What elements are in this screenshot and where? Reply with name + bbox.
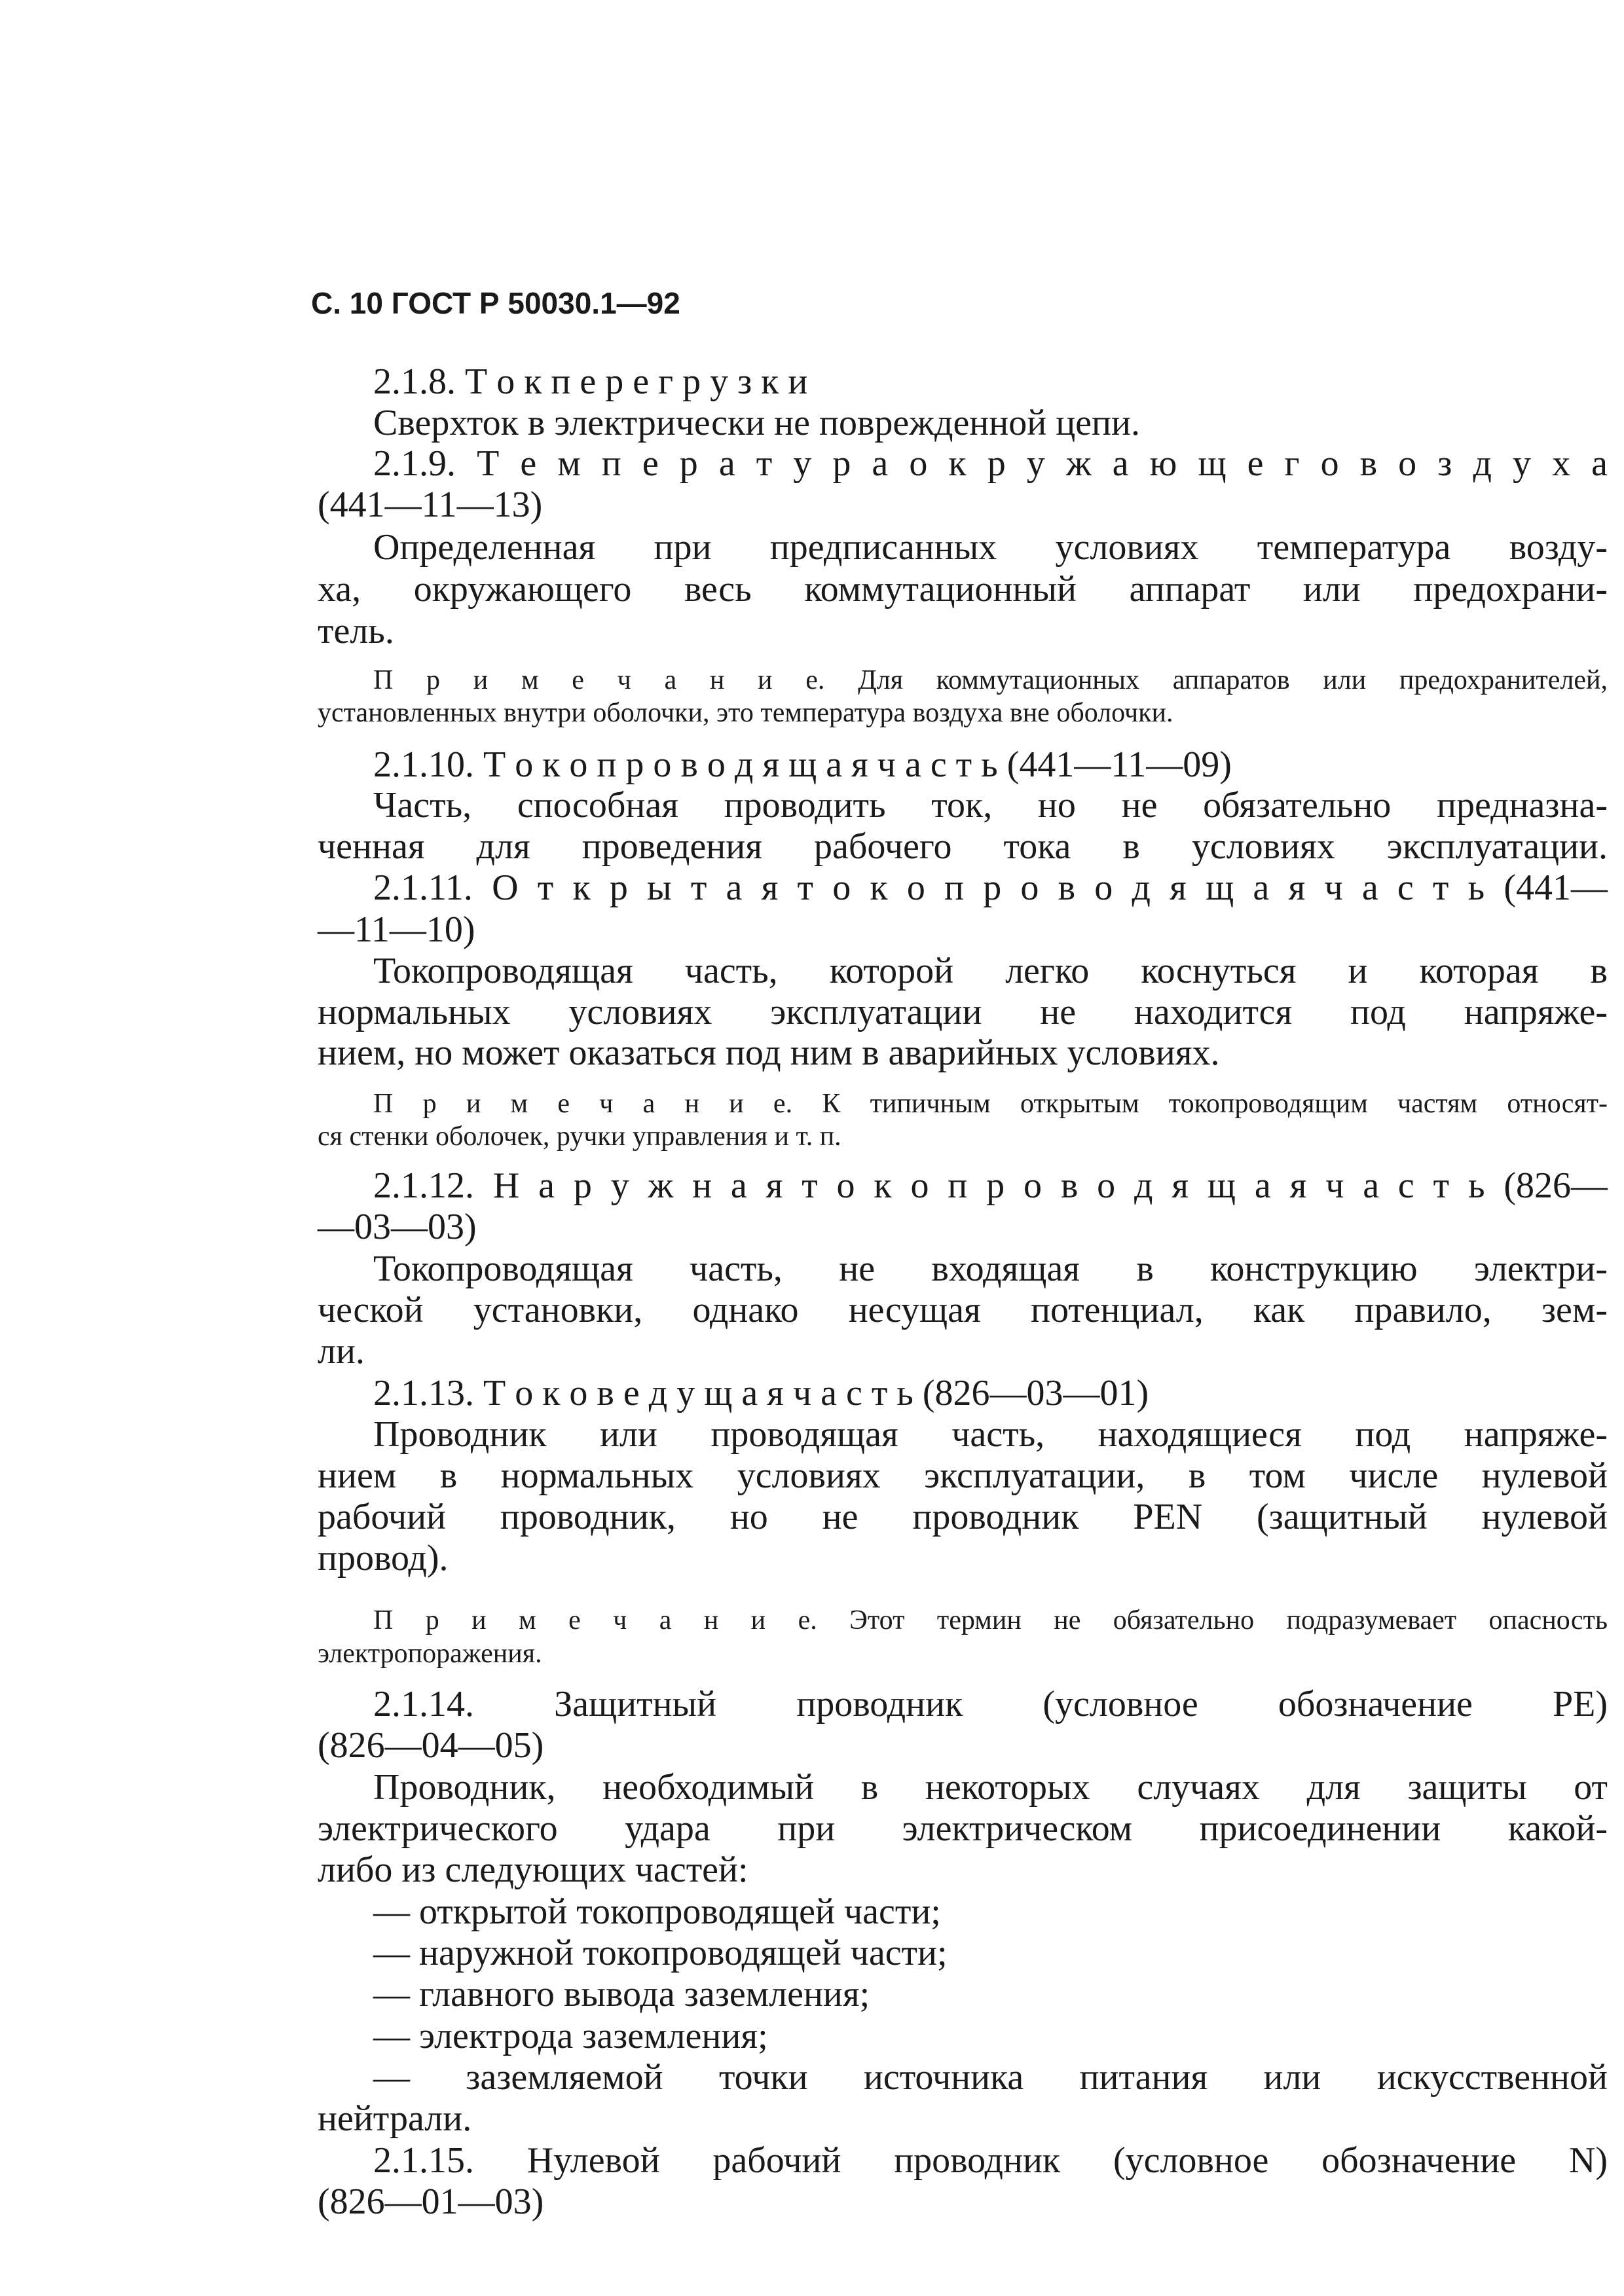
term-definition: Определенная при предписанных условиях температура возду- [373, 527, 1608, 568]
term-definition: ческой установки, однако несущая потенциал, как правило, зем- [318, 1290, 1608, 1330]
term-code: (826—01—03) [318, 2181, 544, 2222]
note: ся стенки оболочек, ручки управления и т. п. [318, 1121, 841, 1152]
list-item: — электрода заземления; [373, 2016, 768, 2056]
list-item: — открытой токопроводящей части; [373, 1891, 941, 1932]
term-heading-2-1-14: 2.1.14. Защитный проводник (условное обозначение PE) [373, 1684, 1608, 1724]
term-definition: Токопроводящая часть, не входящая в конструкцию электри- [373, 1248, 1608, 1289]
note: электропоражения. [318, 1639, 542, 1669]
term-definition: электрического удара при электрическом присоединении какой- [318, 1808, 1608, 1849]
term-definition: тель. [318, 611, 394, 651]
term-definition: Проводник, необходимый в некоторых случаях для защиты от [373, 1767, 1608, 1808]
term-definition: ха, окружающего весь коммутационный аппарат или предохрани- [318, 569, 1608, 610]
term-definition: Проводник или проводящая часть, находящиеся под напряже- [373, 1414, 1608, 1455]
term-definition: либо из следующих частей: [318, 1850, 748, 1890]
list-item: нейтрали. [318, 2098, 472, 2139]
list-item: — заземляемой точки источника питания или искусственной [373, 2057, 1608, 2098]
term-definition: нием, но может оказаться под ним в аварийных условиях. [318, 1032, 1220, 1073]
term-definition: рабочий проводник, но не проводник PEN (защитный нулевой [318, 1497, 1608, 1537]
term-definition: ченная для проведения рабочего тока в условиях эксплуатации. [318, 826, 1608, 867]
term-definition: нормальных условиях эксплуатации не находится под напряже- [318, 992, 1608, 1032]
term-code: (826—04—05) [318, 1725, 544, 1766]
term-definition: провод). [318, 1538, 449, 1578]
term-code: (441—11—13) [318, 484, 543, 525]
term-definition: нием в нормальных условиях эксплуатации, в том числе нулевой [318, 1455, 1608, 1496]
term-heading-2-1-13: 2.1.13. Т о к о в е д у щ а я ч а с т ь (826—03—01) [373, 1373, 1149, 1413]
note: П р и м е ч а н и е. Этот термин не обязательно подразумевает опасность [373, 1605, 1608, 1635]
term-heading-2-1-9: 2.1.9. Т е м п е р а т у р а о к р у ж а ю щ е г о в о з д у х а [373, 443, 1608, 484]
term-definition: Токопроводящая часть, которой легко коснуться и которая в [373, 951, 1608, 991]
term-code: —11—10) [318, 909, 475, 950]
page-header: С. 10 ГОСТ Р 50030.1—92 [311, 286, 680, 320]
note: П р и м е ч а н и е. К типичным открытым токопроводящим частям относят- [373, 1089, 1608, 1119]
term-heading-2-1-10: 2.1.10. Т о к о п р о в о д я щ а я ч а с т ь (441—11—09) [373, 744, 1232, 785]
term-definition: Часть, способная проводить ток, но не обязательно предназна- [373, 785, 1608, 826]
list-item: — главного вывода заземления; [373, 1974, 870, 2014]
note: установленных внутри оболочки, это температура воздуха вне оболочки. [318, 698, 1173, 728]
term-heading-2-1-8: 2.1.8. Т о к п е р е г р у з к и [373, 361, 808, 402]
term-definition: Сверхток в электрически не поврежденной цепи. [373, 403, 1140, 443]
list-item: — наружной токопроводящей части; [373, 1933, 948, 1973]
term-heading-2-1-12: 2.1.12. Н а р у ж н а я т о к о п р о в о д я щ а я ч а с т ь (826— [373, 1165, 1608, 1206]
term-heading-2-1-15: 2.1.15. Нулевой рабочий проводник (условное обозначение N) [373, 2140, 1608, 2181]
term-definition: ли. [318, 1331, 365, 1372]
term-heading-2-1-11: 2.1.11. О т к р ы т а я т о к о п р о в о д я щ а я ч а с т ь (441— [373, 867, 1608, 908]
term-code: —03—03) [318, 1207, 477, 1247]
note: П р и м е ч а н и е. Для коммутационных аппаратов или предохранителей, [373, 665, 1608, 695]
